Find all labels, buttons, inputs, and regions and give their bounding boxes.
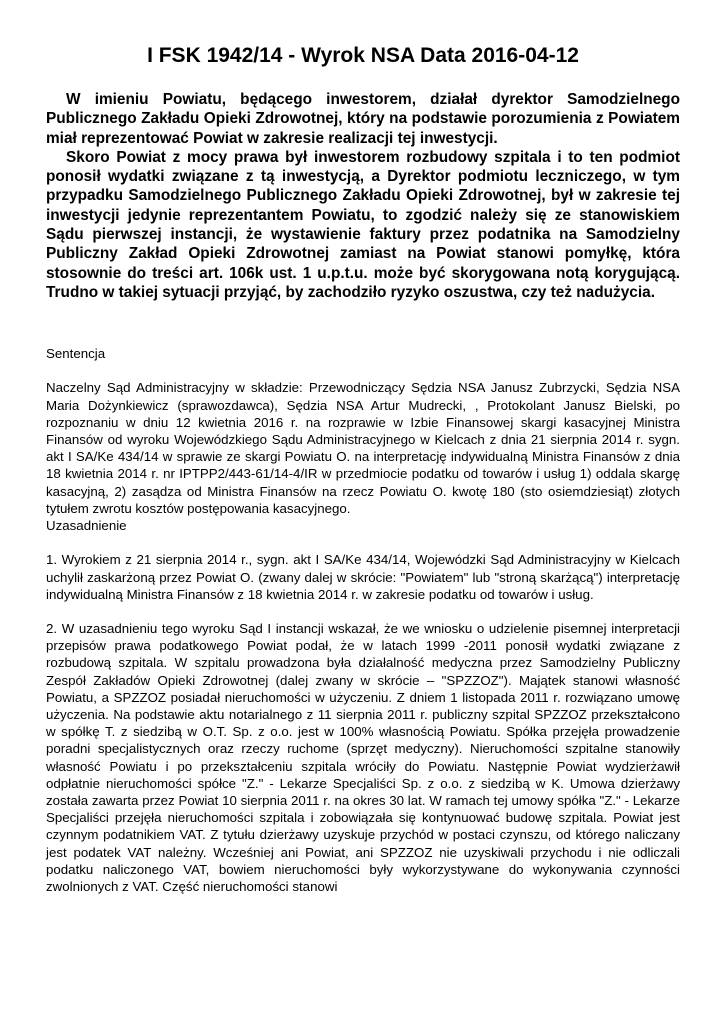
page-title: I FSK 1942/14 - Wyrok NSA Data 2016-04-12 [147, 44, 579, 67]
sentencja-text: Naczelny Sąd Administracyjny w składzie: Przewodniczący Sędzia NSA Janusz Zubrzycki, Sędzia NSA Maria Dożynkiewicz (sprawozdawca), Sędzia NSA Artur Mudrecki, , Protokolant Janusz Bielski, po rozpoznaniu w dniu 12 kwietnia 2016 r. na rozprawie w Izbie Finansowej skargi kasacyjnej Ministra Finansów od wyroku Wojewódzkiego Sądu Administracyjnego w Kielcach z dnia 21 sierpnia 2014 r. sygn. akt I SA/Ke 434/14 w sprawie ze skargi Powiatu O. na interpretację indywidualną Ministra Finansów z dnia 18 kwietnia 2014 r. nr IPTPP2/443-61/14-4/IR w przedmiocie podatku od towarów i usług 1) oddala skargę kasacyjną, 2) zasądza od Ministra Finansów na rzecz Powiatu O. kwotę 180 (sto osiemdziesiąt) złotych tytułem zwrotu kosztów postępowania kasacyjnego. [46, 380, 680, 516]
uzasadnienie-heading: Uzasadnienie [46, 518, 127, 534]
reasoning-paragraph-2: 2. W uzasadnieniu tego wyroku Sąd I instancji wskazał, że we wniosku o udzielenie pisemnej interpretacji przepisów prawa podatkowego Powiat podał, że w latach 1999 -2011 ponosił wydatki związane z rozbudową szpitala. W szpitalu prowadzona była działalność medyczna przez Samodzielny Publiczny Zespół Zakładów Opieki Zdrowotnej (dalej zwany w skrócie – "SPZZOZ"). Majątek stanowi własność Powiatu, a SPZZOZ posiadał nieruchomości w użyczeniu. Z dniem 1 listopada 2011 r. rozwiązano umowę użyczenia. Na podstawie aktu notarialnego z 11 sierpnia 2011 r. publiczny szpital SPZZOZ przekształcono w spółkę T. z siedzibą w O.T. Sp. z o.o. jest w 100% własnością Powiatu. Spółka przejęła prowadzenie poradni specjalistycznych oraz rzeczy ruchome (sprzęt medyczny). Nieruchomości szpitalne stanowiły własność Powiatu i po przekształceniu szpitala wróciły do Powiatu. Następnie Powiat wydzierżawił odpłatnie nieruchomości spółce "Z." - Lekarze Specjaliści Sp. z o.o. z siedzibą w K. Umowa dzierżawy została zawarta przez Powiat 10 sierpnia 2011 r. na okres 30 lat. W ramach tej umowy spółka "Z." - Lekarze Specjaliści przejęła nieruchomości szpitala i zobowiązała się kontynuować budowę szpitala. Powiat jest czynnym podatnikiem VAT. Z tytułu dzierżawy uzyskuje przychód w postaci czynszu, od którego naliczany jest podatek VAT należny. Wcześniej ani Powiat, ani SPZZOZ nie uzyskiwali przychodu i nie odliczali podatku naliczonego VAT, bowiem nieruchomości były wykorzystywane do wykonywania czynności zwolnionych z VAT. Część nieruchomości stanowi [46, 620, 680, 894]
thesis-paragraph-1: W imieniu Powiatu, będącego inwestorem, działał dyrektor Samodzielnego Publicznego Zakładu Opieki Zdrowotnej, który na podstawie porozumienia z Powiatem miał reprezentować Powiat w zakresie realizacji tej inwestycji. [46, 91, 680, 147]
reasoning-paragraph-1: 1. Wyrokiem z 21 sierpnia 2014 r., sygn. akt I SA/Ke 434/14, Wojewódzki Sąd Administracyjny w Kielcach uchylił zaskarżoną przez Powiat O. (zwany dalej w skrócie: "Powiatem" lub "stroną skarżącą") interpretację indywidualną Ministra Finansów z 18 kwietnia 2014 r. w zakresie podatku od towarów i usług. [46, 552, 680, 602]
thesis-paragraph-2: Skoro Powiat z mocy prawa był inwestorem rozbudowy szpitala i to ten podmiot ponosił wydatki związane z tą inwestycją, a Dyrektor podmiotu leczniczego, w tym przypadku Samodzielnego Publicznego Zakładu Opieki Zdrowotnej, był w zakresie tej inwestycji jedynie reprezentantem Powiatu, to zgodzić należy się ze stanowiskiem Sądu pierwszej instancji, że wystawienie faktury przez podatnika na Samodzielny Publiczny Zakład Opieki Zdrowotnej zamiast na Powiat stanowi pomyłkę, która stosownie do treści art. 106k ust. 1 u.p.t.u. może być skorygowana notą korygującą. Trudno w takiej sytuacji przyjąć, by zachodziło ryzyko oszustwa, czy też nadużycia. [46, 148, 680, 301]
sentencja-heading: Sentencja [46, 346, 106, 362]
thesis-block [46, 90, 680, 302]
judgment-body [46, 345, 680, 895]
